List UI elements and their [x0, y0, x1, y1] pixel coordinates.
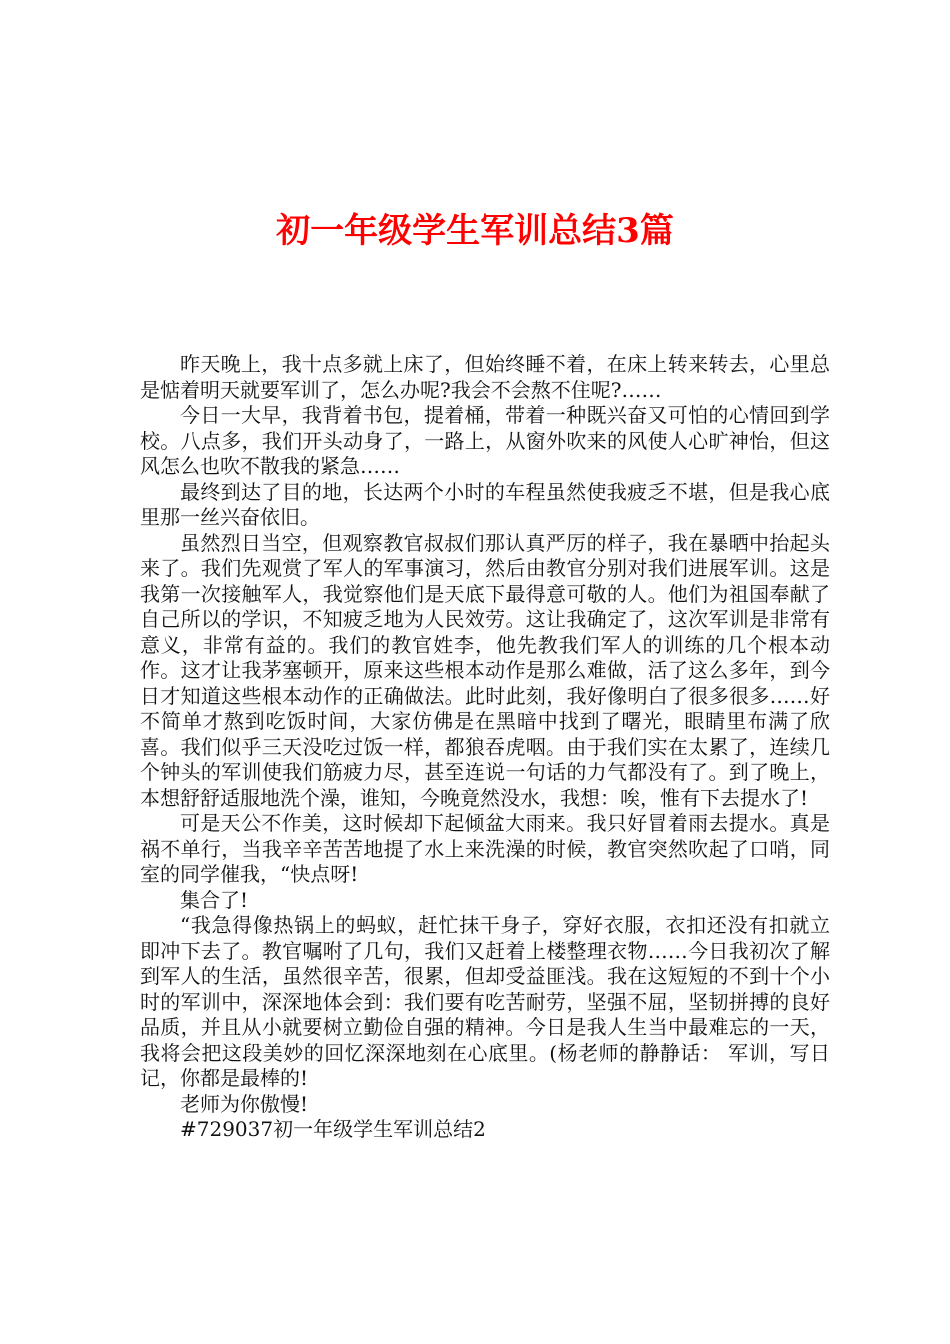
document-body: [140, 352, 830, 1143]
document-title: 初一年级学生军训总结3篇: [276, 211, 674, 251]
paragraph-3: 最终到达了目的地，长达两个小时的车程虽然使我疲乏不堪，但是我心底里那一丝兴奋依旧。: [140, 479, 830, 529]
paragraph-4: 虽然烈日当空，但观察教官叔叔们那认真严厉的样子，我在暴晒中抬起头来了。我们先观赏了军人的军事演习，然后由教官分别对我们进展军训。这是我第一次接触军人，我觉察他们是天底下最得意可敬的人。他们为祖国奉献了自己所以的学识，不知疲乏地为人民效劳。这让我确定了，这次军训是非常有意义，非常有益的。我们的教官姓李，他先教我们军人的训练的几个根本动作。这才让我茅塞顿开，原来这些根本动作是那么难做，活了这么多年，到今日才知道这些根本动作的正确做法。此时此刻，我好像明白了很多很多……好不简单才熬到吃饭时间，大家仿佛是在黑暗中找到了曙光，眼睛里布满了欣喜。我们似乎三天没吃过饭一样，都狼吞虎咽。由于我们实在太累了，连续几个钟头的军训使我们筋疲力尽，甚至连说一句话的力气都没有了。到了晚上，本想舒舒适服地洗个澡，谁知，今晚竟然没水，我想：唉，惟有下去提水了!: [140, 530, 830, 810]
paragraph-8: 老师为你傲慢!: [180, 1091, 309, 1116]
paragraph-5: 可是天公不作美，这时候却下起倾盆大雨来。我只好冒着雨去提水。真是祸不单行，当我辛辛苦苦地提了水上来洗澡的时候，教官突然吹起了口哨，同室的同学催我，“快点呀!: [140, 811, 830, 886]
paragraph-2: 今日一大早，我背着书包，提着桶，带着一种既兴奋又可怕的心情回到学校。八点多，我们开头动身了，一路上，从窗外吹来的风使人心旷神怡，但这风怎么也吹不散我的紧急……: [140, 403, 830, 478]
paragraph-1: 昨天晚上，我十点多就上床了，但始终睡不着，在床上转来转去，心里总是惦着明天就要军训了，怎么办呢?我会不会熬不住呢?……: [140, 352, 830, 402]
paragraph-9: #729037初一年级学生军训总结2: [180, 1117, 486, 1141]
paragraph-7: “我急得像热锅上的蚂蚁，赶忙抹干身子，穿好衣服，衣扣还没有扣就立即冲下去了。教官嘱咐了几句，我们又赶着上楼整理衣物……今日我初次了解到军人的生活，虽然很辛苦，很累，但却受益匪浅。我在这短短的不到十个小时的军训中，深深地体会到：我们要有吃苦耐劳，坚强不屈，坚韧拼搏的良好品质，并且从小就要树立勤俭自强的精神。今日是我人生当中最难忘的一天，我将会把这段美妙的回忆深深地刻在心底里。(杨老师的静静话： 军训，写日记，你都是最棒的!: [140, 913, 830, 1090]
paragraph-6: 集合了!: [180, 887, 249, 912]
